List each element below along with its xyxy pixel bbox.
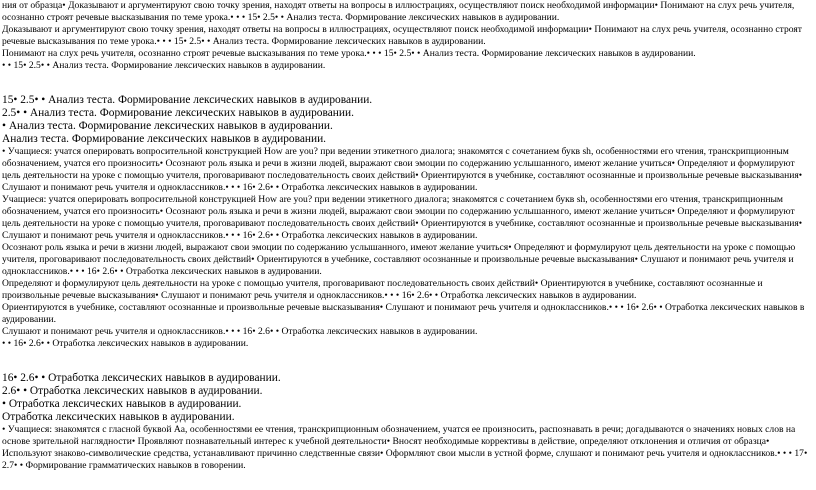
text-line-8: Анализ теста. Формирование лексических навыков в аудировании. <box>2 133 327 145</box>
text-line-11: Осознают роль языка и речи в жизни людей, выражают свои эмоции по содержанию услышанного, имеют желание учиться• Определяют и формулируют цель деятельности на уроке с помощью учителя, проговаривают последовательность своих действий• Ориентируются в учебнике, составляют осознанные и произвольные речевые высказывания• Слушают и понимают речь учителя и одноклассников.• • • 16• 2.6• • Отработка лексических навыков в аудировании. <box>2 242 796 277</box>
text-line-14: Слушают и понимают речь учителя и одноклассников.• • • 16• 2.6• • Отработка лексических навыков в аудировании. <box>2 326 478 337</box>
text-line-7: • Анализ теста. Формирование лексических навыков в аудировании. <box>2 120 333 132</box>
spacer <box>2 350 814 372</box>
text-line-3: Понимают на слух речь учителя, осознанно строят речевые высказывания по теме урока.• • • 15• 2.5• • Анализ теста. Формирование лексических навыков в аудировании. <box>2 48 696 59</box>
text-line-9: • Учащиеся: учатся оперировать вопросительной конструкцией How are you? при ведении этикетного диалога; знакомятся с сочетанием букв sh, особенностями его чтения, транскрипционным обозначением, учатся его произносить• Осознают роль языка и речи в жизни людей, выражают свои эмоции по содержанию услышанного, имеют желание учиться• Определяют и формулируют цель деятельности на уроке с помощью учителя, проговаривают последовательность своих действий• Ориентируются в учебнике, составляют осознанные и произвольные речевые высказывания• Слушают и понимают речь учителя и одноклассников.• • • 16• 2.6• • Отработка лексических навыков в аудировании. <box>2 146 803 193</box>
text-line-16: 16• 2.6• • Отработка лексических навыков в аудировании. <box>2 372 281 384</box>
text-line-13: Ориентируются в учебнике, составляют осознанные и произвольные речевые высказывания• Слушают и понимают речь учителя и одноклассников.• • • 16• 2.6• • Отработка лексических навыков в аудировании. <box>2 302 805 325</box>
text-line-2: Доказывают и аргументируют свою точку зрения, находят ответы на вопросы в иллюстрациях, осуществляют поиск необходимой информации• Понимают на слух речь учителя, осознанно строят речевые высказывания по теме урока.• • • 15• 2.5• • Анализ теста. Формирование лексических навыков в аудировании. <box>2 24 802 47</box>
text-line-6: 2.5• • Анализ теста. Формирование лексических навыков в аудировании. <box>2 107 354 119</box>
text-line-1: ния от образца• Доказывают и аргументируют свою точку зрения, находят ответы на вопросы в иллюстрациях, осуществляют поиск необходимой информации• Понимают на слух речь учителя, осознанно строят речевые высказывания по теме урока.• • • 15• 2.5• • Анализ теста. Формирование лексических навыков в аудировании. <box>2 0 795 23</box>
text-line-5: 15• 2.5• • Анализ теста. Формирование лексических навыков в аудировании. <box>2 94 373 106</box>
spacer <box>2 72 814 94</box>
text-line-17: 2.6• • Отработка лексических навыков в аудировании. <box>2 385 263 397</box>
text-line-18: • Отработка лексических навыков в аудировании. <box>2 398 242 410</box>
text-line-20: • Учащиеся: знакомятся с гласной буквой Aa, особенностями ее чтения, транскрипционным обозначением, учатся ее произносить, распознавать в речи; догадываются о значениях новых слов на основе зрительной наглядности• Проявляют познавательный интерес к учебной деятельности• Вносят необходимые коррективы в действие, определяют отклонения и отличия от образца• Используют знаково-символические средства, устанавливают причинно следственные связи• Оформляют свои мысли в устной форме, слушают и понимают речь учителя и одноклассников.• • • 17• 2.7• • Формирование грамматических навыков в говорении. <box>2 424 808 471</box>
text-line-10: Учащиеся: учатся оперировать вопросительной конструкцией How are you? при ведении этикетного диалога; знакомятся с сочетанием букв sh, особенностями его чтения, транскрипционным обозначением, учатся его произносить• Осознают роль языка и речи в жизни людей, выражают свои эмоции по содержанию услышанного, имеют желание учиться• Определяют и формулируют цель деятельности на уроке с помощью учителя, проговаривают последовательность своих действий• Ориентируются в учебнике, составляют осознанные и произвольные речевые высказывания• Слушают и понимают речь учителя и одноклассников.• • • 16• 2.6• • Отработка лексических навыков в аудировании. <box>2 194 803 241</box>
text-line-15: • • 16• 2.6• • Отработка лексических навыков в аудировании. <box>2 338 249 349</box>
text-line-19: Отработка лексических навыков в аудировании. <box>2 411 235 423</box>
text-line-4: • • 15• 2.5• • Анализ теста. Формирование лексических навыков в аудировании. <box>2 60 326 71</box>
text-line-12: Определяют и формулируют цель деятельности на уроке с помощью учителя, проговаривают последовательность своих действий• Ориентируются в учебнике, составляют осознанные и произвольные речевые высказывания• Слушают и понимают речь учителя и одноклассников.• • • 16• 2.6• • Отработка лексических навыков в аудировании. <box>2 278 763 301</box>
